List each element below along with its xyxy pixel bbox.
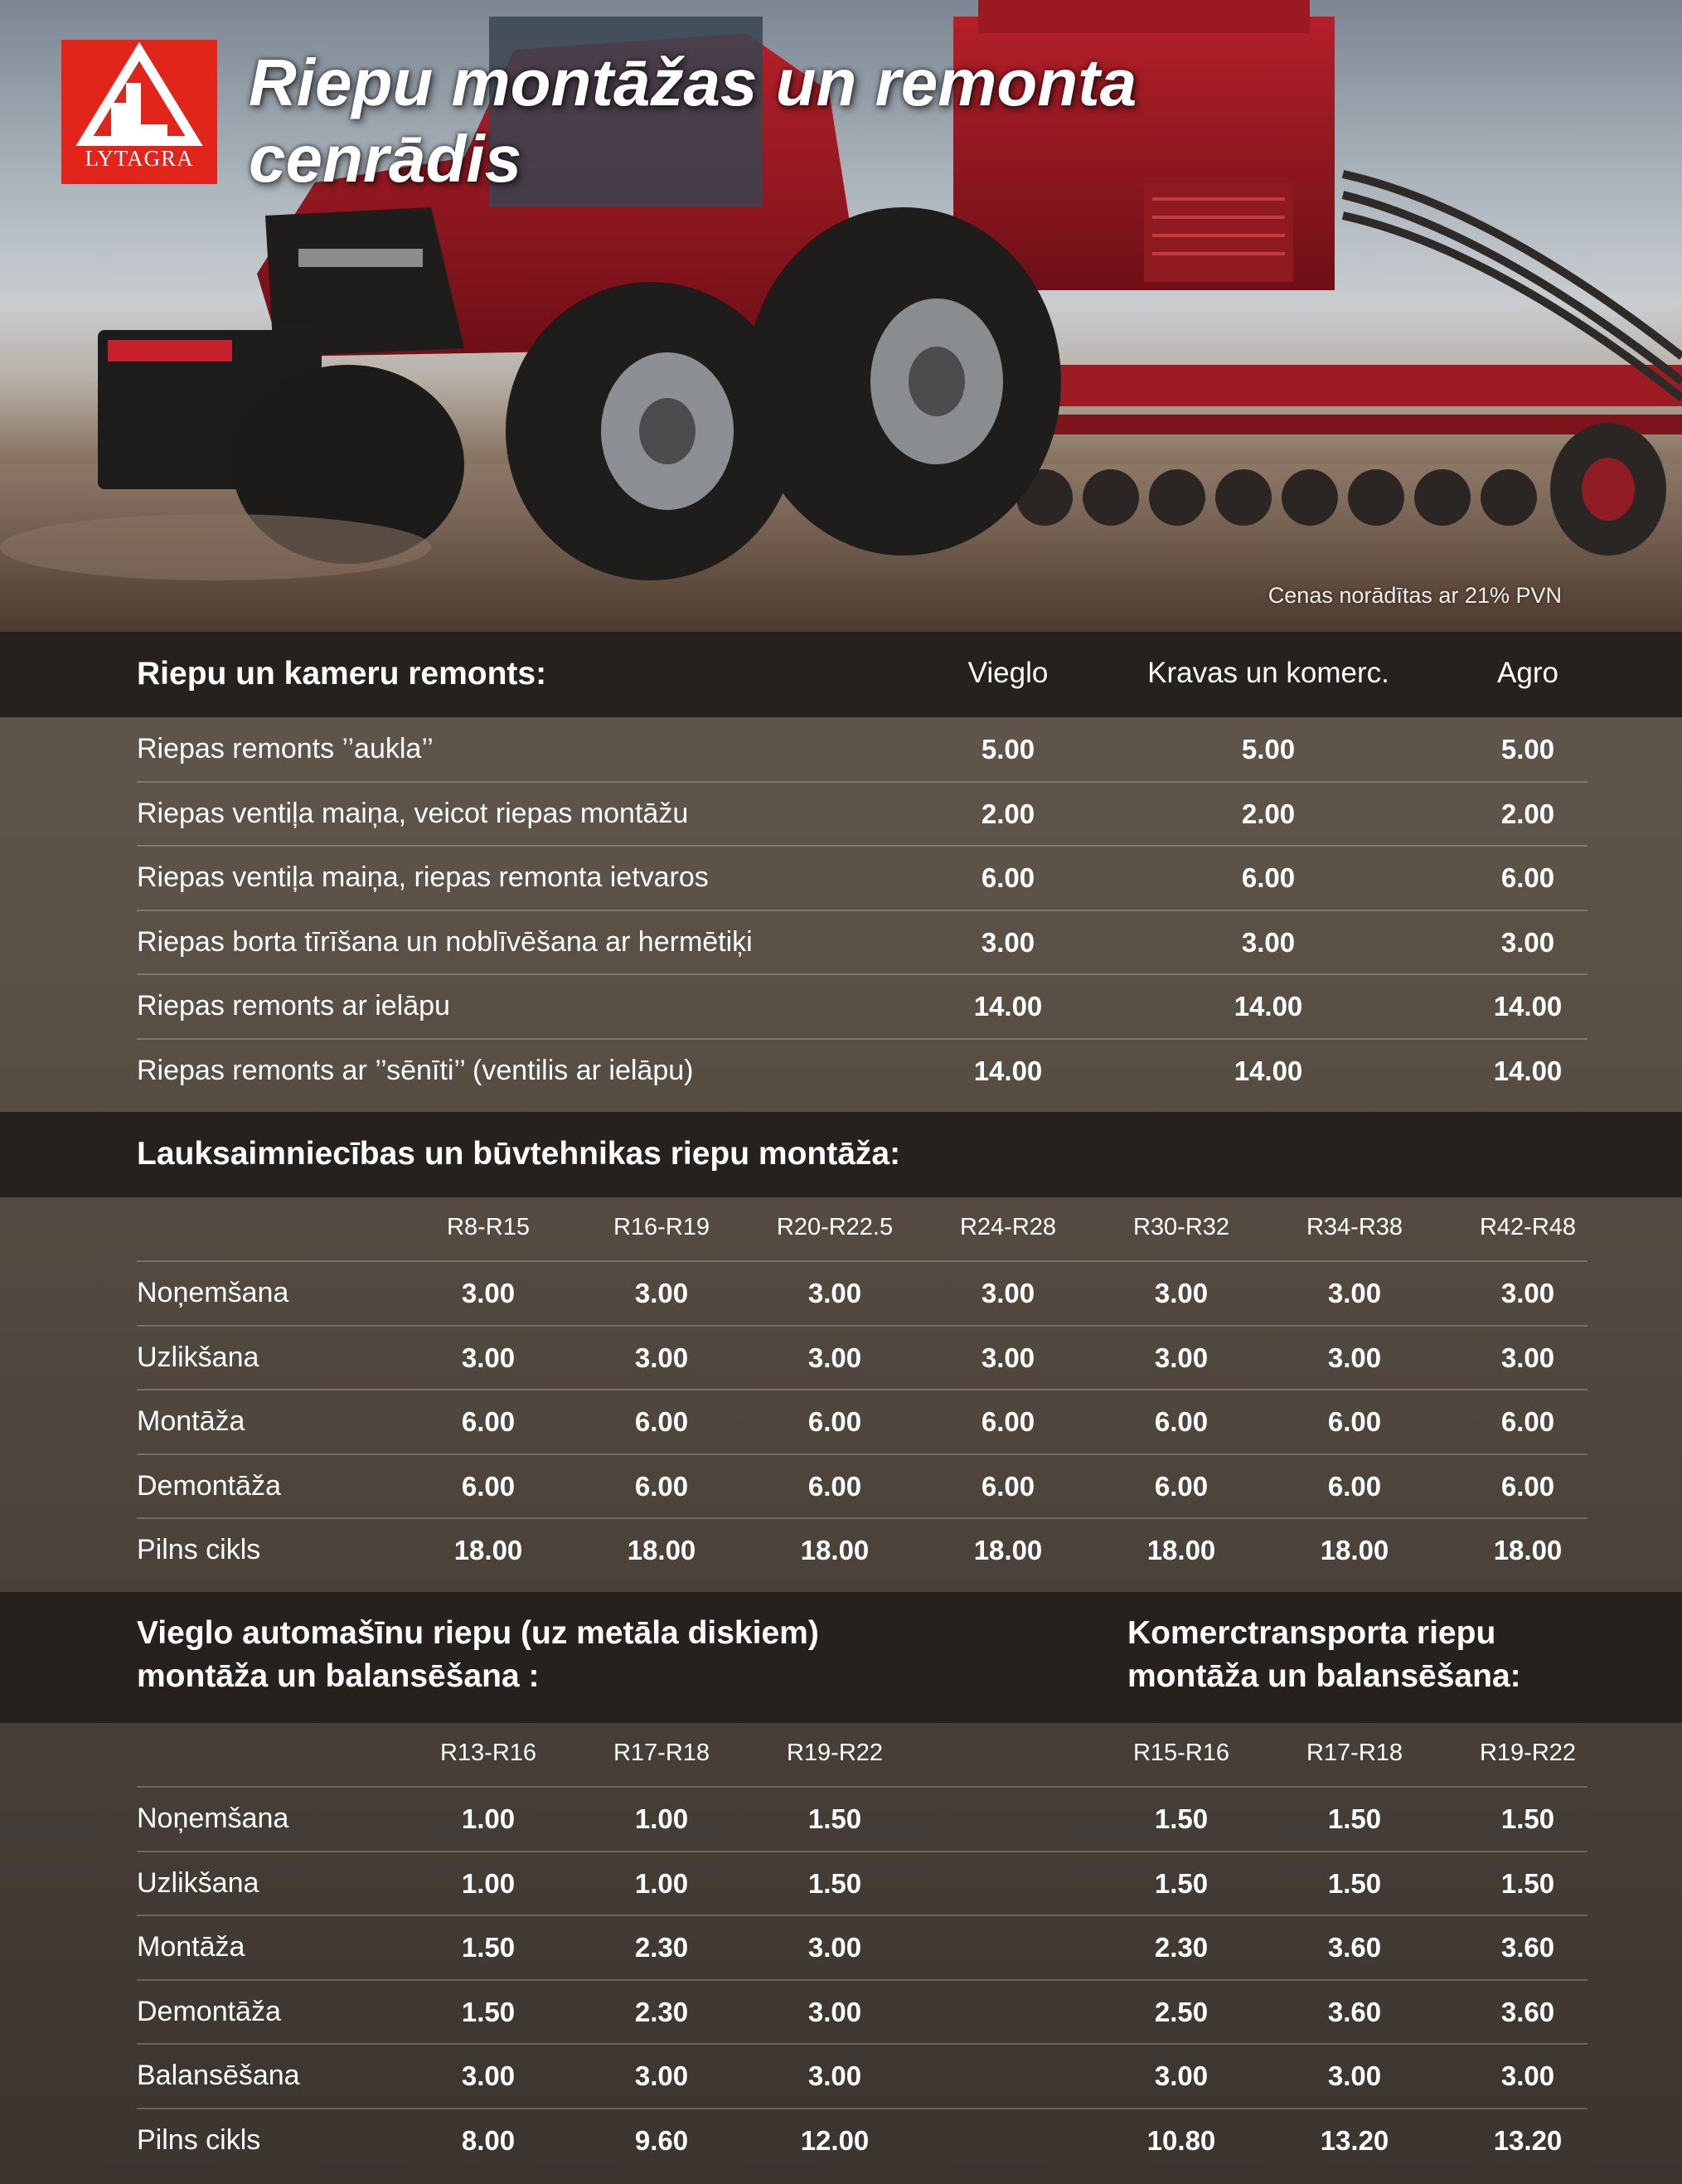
commercial-price-cell: 1.50 bbox=[1327, 1867, 1382, 1899]
logo-text: LYTAGRA bbox=[85, 146, 194, 171]
row-label: Balansēšana bbox=[137, 2060, 300, 2091]
row-label: Demontāža bbox=[137, 1995, 281, 2027]
price-cell: 18.00 bbox=[627, 1535, 696, 1565]
size-column-header: R34-R38 bbox=[1306, 1214, 1403, 1240]
car-price-cell: 3.00 bbox=[634, 2060, 689, 2091]
price-cell: 6.00 bbox=[1500, 1470, 1555, 1502]
price-cell: 3.00 bbox=[981, 1278, 1035, 1308]
commercial-price-cell: 2.50 bbox=[1154, 1996, 1209, 2027]
price-cell: 14.00 bbox=[973, 991, 1043, 1022]
price-cell: 3.00 bbox=[1500, 1278, 1555, 1308]
row-label: Montāža bbox=[137, 1931, 245, 1963]
size-column-header: R42-R48 bbox=[1479, 1214, 1577, 1240]
car-title-line-2: montāža un balansēšana : bbox=[137, 1658, 540, 1694]
title-line-1: Riepu montāžas un remonta bbox=[249, 46, 1137, 119]
commercial-price-cell: 13.20 bbox=[1493, 2124, 1563, 2156]
price-cell: 3.00 bbox=[1154, 1278, 1209, 1308]
price-cell: 5.00 bbox=[1500, 734, 1555, 764]
commercial-size-column-header: R15-R16 bbox=[1132, 1740, 1230, 1766]
row-label: Demontāža bbox=[137, 1469, 281, 1502]
price-cell: 6.00 bbox=[461, 1470, 516, 1502]
table-row bbox=[0, 910, 1682, 975]
car-price-cell: 1.50 bbox=[461, 1932, 516, 1963]
car-price-cell: 2.30 bbox=[634, 1932, 689, 1963]
car-price-cell: 1.00 bbox=[634, 1867, 689, 1899]
car-size-column-header: R17-R18 bbox=[613, 1740, 710, 1766]
price-cell: 18.00 bbox=[453, 1535, 523, 1565]
commercial-title-line-2: montāža un balansēšana: bbox=[1127, 1658, 1521, 1694]
price-cell: 3.00 bbox=[981, 1342, 1035, 1373]
price-cell: 6.00 bbox=[807, 1470, 862, 1502]
price-cell: 6.00 bbox=[1500, 1406, 1555, 1437]
table-row bbox=[0, 846, 1682, 910]
section-title-tire-repair: Riepu un kameru remonts: bbox=[137, 656, 547, 692]
car-price-cell: 9.60 bbox=[634, 2124, 689, 2156]
row-label: Montāža bbox=[137, 1405, 245, 1437]
column-header-agro: Agro bbox=[1497, 657, 1558, 689]
price-cell: 5.00 bbox=[1241, 734, 1296, 764]
price-cell: 18.00 bbox=[973, 1535, 1043, 1565]
price-cell: 5.00 bbox=[981, 734, 1035, 764]
row-label: Uzlikšana bbox=[137, 1341, 259, 1373]
commercial-size-column-header: R19-R22 bbox=[1479, 1740, 1577, 1766]
price-cell: 6.00 bbox=[807, 1406, 862, 1437]
commercial-price-cell: 1.50 bbox=[1154, 1867, 1209, 1899]
table-row bbox=[0, 1915, 1682, 1980]
price-cell: 3.00 bbox=[1500, 926, 1555, 958]
row-label: Uzlikšana bbox=[137, 1866, 259, 1899]
car-size-column-header: R19-R22 bbox=[786, 1740, 884, 1766]
car-price-cell: 3.00 bbox=[461, 2060, 516, 2091]
table-row bbox=[0, 2044, 1682, 2109]
price-cell: 6.00 bbox=[461, 1406, 516, 1437]
size-column-header: R16-R19 bbox=[613, 1214, 710, 1240]
commercial-price-cell: 1.50 bbox=[1154, 1803, 1209, 1834]
price-cell: 6.00 bbox=[634, 1470, 689, 1502]
table-row bbox=[0, 1787, 1682, 1852]
car-price-cell: 3.00 bbox=[807, 2060, 862, 2091]
price-cell: 3.00 bbox=[634, 1342, 689, 1373]
row-label: Pilns cikls bbox=[137, 2123, 261, 2156]
size-column-header: R20-R22.5 bbox=[776, 1214, 894, 1240]
table-row bbox=[0, 2109, 1682, 2173]
price-cell: 3.00 bbox=[1327, 1342, 1382, 1373]
price-cell: 6.00 bbox=[1154, 1406, 1209, 1437]
car-price-cell: 1.50 bbox=[807, 1867, 862, 1899]
price-cell: 3.00 bbox=[461, 1342, 516, 1373]
column-header-row bbox=[0, 1197, 1682, 1261]
table-row bbox=[0, 1980, 1682, 2045]
price-cell: 6.00 bbox=[1327, 1406, 1382, 1437]
table-row bbox=[0, 1852, 1682, 1916]
table-row bbox=[0, 1261, 1682, 1326]
section-header-car-commercial bbox=[0, 1592, 1682, 1723]
row-label: Noņemšana bbox=[137, 1803, 289, 1834]
car-price-cell: 1.00 bbox=[461, 1867, 516, 1899]
row-label: Noņemšana bbox=[137, 1277, 289, 1308]
price-cell: 3.00 bbox=[1500, 1342, 1555, 1373]
car-price-cell: 3.00 bbox=[807, 1996, 862, 2027]
price-cell: 6.00 bbox=[1241, 862, 1296, 893]
title-line-2: cenrādis bbox=[249, 122, 522, 196]
car-size-column-header: R13-R16 bbox=[439, 1740, 537, 1766]
price-cell: 18.00 bbox=[800, 1535, 870, 1565]
price-cell: 6.00 bbox=[1154, 1470, 1209, 1502]
car-price-cell: 1.50 bbox=[807, 1803, 862, 1834]
size-column-header: R8-R15 bbox=[447, 1214, 530, 1240]
table-row bbox=[0, 1454, 1682, 1519]
table-row bbox=[0, 717, 1682, 782]
price-cell: 2.00 bbox=[1500, 798, 1555, 829]
table-row bbox=[0, 1326, 1682, 1390]
commercial-price-cell: 1.50 bbox=[1500, 1803, 1555, 1834]
commercial-price-cell: 3.00 bbox=[1154, 2060, 1209, 2091]
column-header-kravas: Kravas un komerc. bbox=[1147, 657, 1389, 689]
hero-banner bbox=[0, 0, 1682, 632]
commercial-price-cell: 1.50 bbox=[1327, 1803, 1382, 1834]
commercial-price-cell: 3.60 bbox=[1500, 1996, 1555, 2027]
price-cell: 6.00 bbox=[1500, 862, 1555, 893]
price-cell: 6.00 bbox=[1327, 1470, 1382, 1502]
vat-note: Cenas norādītas ar 21% PVN bbox=[1268, 583, 1562, 608]
commercial-title-line-1: Komerctransporta riepu bbox=[1127, 1615, 1496, 1651]
commercial-price-cell: 3.00 bbox=[1500, 2060, 1555, 2091]
section-title-car-mounting bbox=[137, 1612, 819, 1698]
table-row bbox=[0, 782, 1682, 847]
section-title-commercial-mounting bbox=[1127, 1612, 1521, 1698]
price-cell: 18.00 bbox=[1493, 1535, 1563, 1565]
price-cell: 3.00 bbox=[461, 1278, 516, 1308]
price-cell: 3.00 bbox=[807, 1342, 862, 1373]
table-row bbox=[0, 1390, 1682, 1454]
column-header-vieglo: Vieglo bbox=[967, 657, 1049, 689]
table-row bbox=[0, 1518, 1682, 1583]
row-label: Pilns cikls bbox=[137, 1534, 261, 1565]
price-cell: 14.00 bbox=[1234, 991, 1303, 1022]
section-header-agri-mounting bbox=[0, 1112, 1682, 1197]
price-cell: 14.00 bbox=[1493, 1055, 1563, 1086]
price-cell: 3.00 bbox=[807, 1278, 862, 1308]
price-cell: 18.00 bbox=[1146, 1535, 1216, 1565]
row-label: Riepas remonts ’’aukla’’ bbox=[137, 733, 434, 764]
section-header-tire-repair bbox=[0, 632, 1682, 717]
price-cell: 3.00 bbox=[1241, 926, 1296, 958]
price-cell: 14.00 bbox=[973, 1055, 1043, 1086]
car-price-cell: 8.00 bbox=[461, 2124, 516, 2156]
price-cell: 2.00 bbox=[981, 798, 1035, 829]
row-label: Riepas remonts ar ’’sēnīti’’ (ventilis ar ielāpu) bbox=[137, 1054, 694, 1086]
price-cell: 3.00 bbox=[981, 926, 1035, 958]
price-cell: 6.00 bbox=[634, 1406, 689, 1437]
price-cell: 3.00 bbox=[1154, 1342, 1209, 1373]
commercial-price-cell: 2.30 bbox=[1154, 1932, 1209, 1963]
commercial-price-cell: 3.60 bbox=[1327, 1932, 1382, 1963]
commercial-size-column-header: R17-R18 bbox=[1306, 1740, 1403, 1766]
price-cell: 14.00 bbox=[1493, 991, 1563, 1022]
size-column-header: R30-R32 bbox=[1132, 1214, 1230, 1240]
row-label: Riepas ventiļa maiņa, veicot riepas montāžu bbox=[137, 797, 689, 829]
price-cell: 6.00 bbox=[981, 1470, 1035, 1502]
table-row bbox=[0, 974, 1682, 1039]
commercial-price-cell: 13.20 bbox=[1320, 2124, 1389, 2156]
car-title-line-1: Vieglo automašīnu riepu (uz metāla diskiem) bbox=[137, 1615, 819, 1651]
price-cell: 18.00 bbox=[1320, 1535, 1389, 1565]
row-label: Riepas borta tīrīšana un noblīvēšana ar hermētiķi bbox=[137, 925, 753, 958]
price-cell: 3.00 bbox=[634, 1278, 689, 1308]
price-cell: 6.00 bbox=[981, 1406, 1035, 1437]
price-cell: 3.00 bbox=[1327, 1278, 1382, 1308]
page-title bbox=[249, 45, 1492, 197]
lytagra-logo bbox=[61, 40, 217, 184]
commercial-price-cell: 3.60 bbox=[1327, 1996, 1382, 2027]
column-header-row bbox=[0, 1723, 1682, 1787]
price-cell: 14.00 bbox=[1234, 1055, 1303, 1086]
table-row bbox=[0, 1039, 1682, 1104]
row-label: Riepas remonts ar ielāpu bbox=[137, 990, 450, 1022]
commercial-price-cell: 3.60 bbox=[1500, 1932, 1555, 1963]
car-price-cell: 1.00 bbox=[634, 1803, 689, 1834]
section-title-agri-mounting: Lauksaimniecības un būvtehnikas riepu montāža: bbox=[137, 1136, 901, 1172]
price-cell: 6.00 bbox=[981, 862, 1035, 893]
commercial-price-cell: 3.00 bbox=[1327, 2060, 1382, 2091]
car-price-cell: 2.30 bbox=[634, 1996, 689, 2027]
commercial-price-cell: 10.80 bbox=[1146, 2124, 1216, 2156]
commercial-price-cell: 1.50 bbox=[1500, 1867, 1555, 1899]
car-price-cell: 1.50 bbox=[461, 1996, 516, 2027]
car-price-cell: 12.00 bbox=[800, 2124, 870, 2156]
car-price-cell: 3.00 bbox=[807, 1932, 862, 1963]
size-column-header: R24-R28 bbox=[959, 1214, 1057, 1240]
row-label: Riepas ventiļa maiņa, riepas remonta ietvaros bbox=[137, 861, 709, 893]
price-cell: 2.00 bbox=[1241, 798, 1296, 829]
car-price-cell: 1.00 bbox=[461, 1803, 516, 1834]
